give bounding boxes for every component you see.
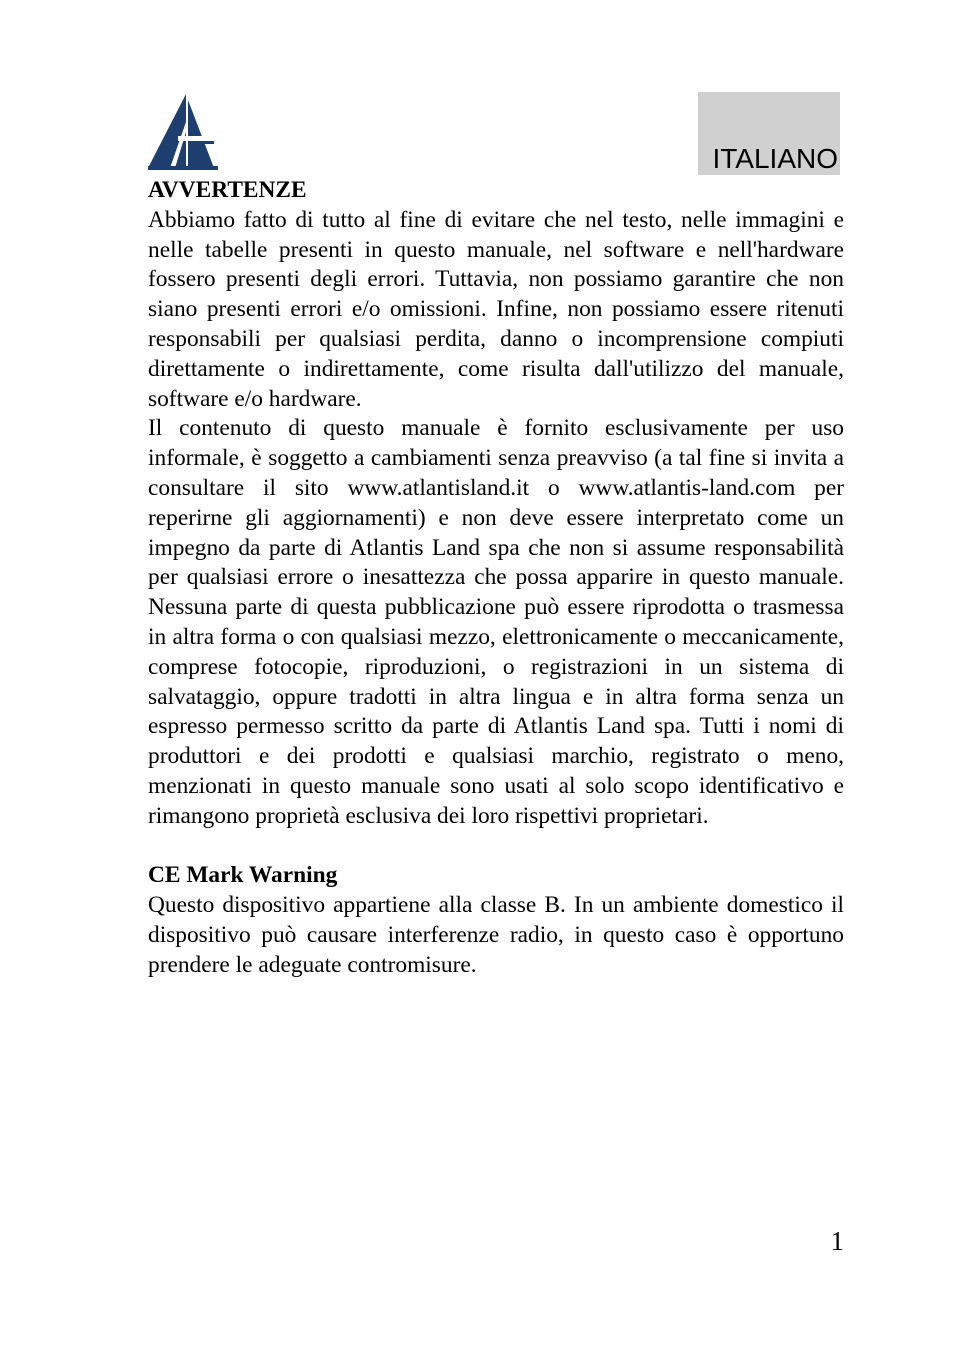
language-label: ITALIANO <box>712 143 838 174</box>
paragraph-content-notice: Il contenuto di questo manuale è fornito esclusivamente per uso informale, è soggetto a cambiamenti senza preavviso (a tal fine si invita a consultare il sito www.atlantisland.it o www.atlantis-land.com per reperirne gli aggiornamenti) e non deve essere interpretato come un impegno da parte di Atlantis Land spa che non si assume responsabilità per qualsiasi errore o inesattezza che possa apparire in questo manuale. Nessuna parte di questa pubblicazione può essere riprodotta o trasmessa in altra forma o con qualsiasi mezzo, elettronicamente o meccanicamente, comprese fotocopie, riproduzioni, o registrazioni in un sistema di salvataggio, oppure tradotti in altra lingua e in altra forma senza un espresso permesso scritto da parte di Atlantis Land spa. Tutti i nomi di produttori e dei prodotti e qualsiasi marchio, registrato o meno, menzionati in questo manuale sono usati al solo scopo identificativo e rimangono proprietà esclusiva dei loro rispettivi proprietari. <box>148 415 844 829</box>
atlantis-logo-icon <box>148 92 218 170</box>
page-number: 1 <box>830 1226 844 1256</box>
section-spacer <box>148 832 844 862</box>
paragraph-disclaimer: Abbiamo fatto di tutto al fine di evitare che nel testo, nelle immagini e nelle tabelle presenti in questo manuale, nel software e nell'hardware fossero presenti degli errori. Tuttavia, non possiamo garantire che non siano presenti errori e/o omissioni. Infine, non possiamo essere ritenuti responsabili per qualsiasi perdita, danno o incomprensione compiuti direttamente o indirettamente, come risulta dall'utilizzo del manuale, software e/o hardware. <box>148 206 844 412</box>
paragraph-ce-mark: Questo dispositivo appartiene alla classe B. In un ambiente domestico il dispositivo può causare interferenze radio, in questo caso è opportuno prendere le adeguate contromisure. <box>148 892 844 978</box>
document-body <box>148 176 844 981</box>
language-tab <box>698 92 840 175</box>
section-title-ce-mark: CE Mark Warning <box>148 862 338 889</box>
section-title-avvertenze: AVVERTENZE <box>148 177 307 203</box>
